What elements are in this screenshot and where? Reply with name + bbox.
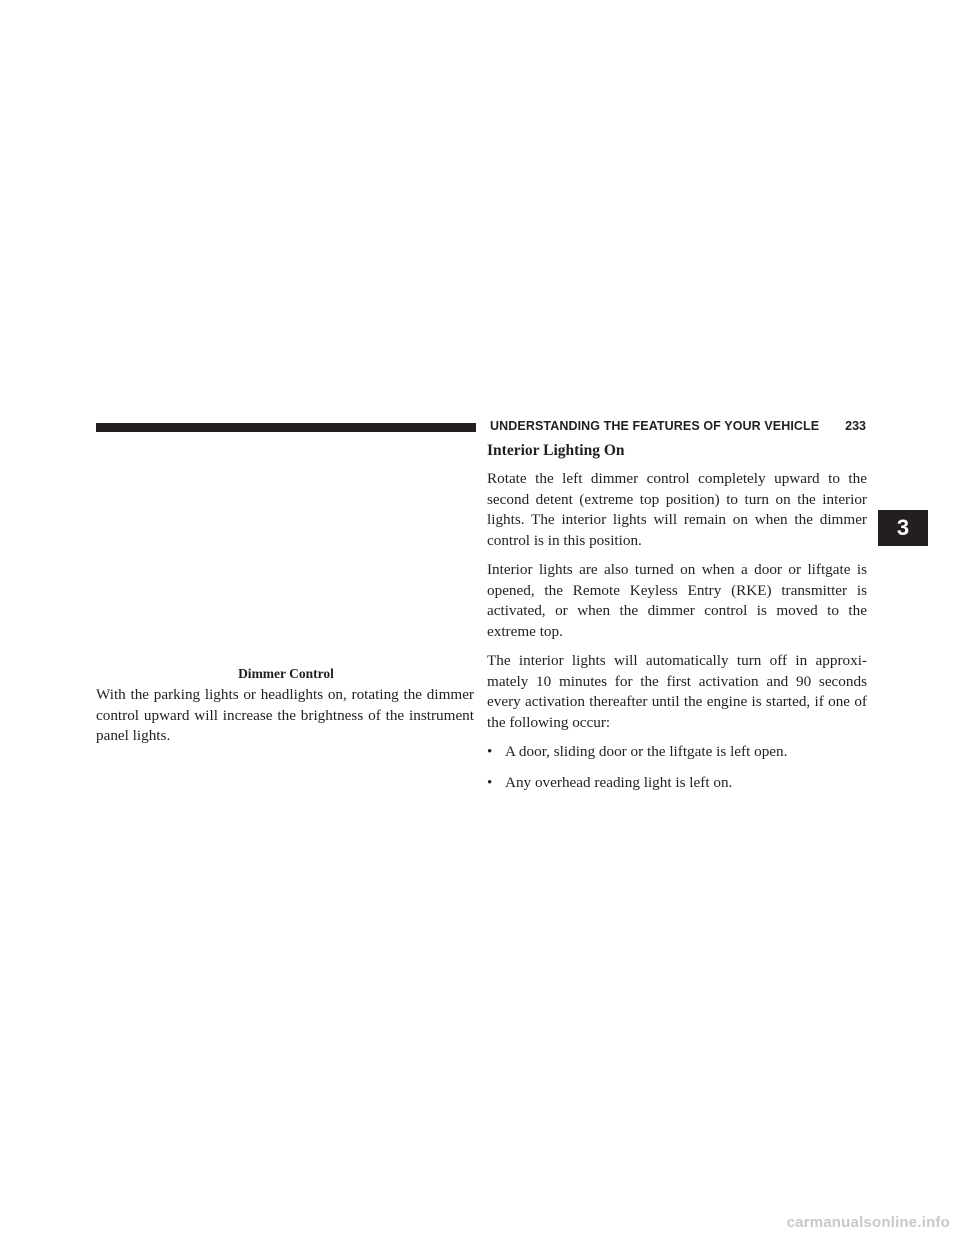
body-paragraph: Rotate the left dimmer control completely upward to the second detent (extreme top position) to turn on the interior lights. The interior lights will remain on when the dimmer control is in this position. [487, 470, 867, 549]
bullet-icon: • [487, 743, 493, 760]
list-item [487, 742, 867, 763]
header-rule [96, 423, 476, 432]
list-item [487, 773, 867, 794]
list-item-text: Any overhead reading light is left on. [505, 773, 733, 791]
right-column [487, 441, 867, 803]
section-heading: Interior Lighting On [487, 442, 625, 459]
dimmer-control-figure [96, 440, 472, 660]
running-header: UNDERSTANDING THE FEATURES OF YOUR VEHICLE [490, 419, 820, 433]
site-watermark: carmanualsonline.info [786, 1214, 950, 1231]
bullet-icon: • [487, 773, 493, 791]
body-paragraph: The interior lights will automatically turn off in approxi-mately 10 minutes for the first activation and 90 seconds every activation thereafter until the engine is started, if one of the following occur: [487, 652, 867, 731]
body-paragraph: With the parking lights or headlights on, rotating the dimmer control upward will increase the brightness of the instrument panel lights. [96, 686, 474, 744]
body-paragraph: Interior lights are also turned on when a door or liftgate is opened, the Remote Keyless Entry (RKE) transmitter is activated, or when the dimmer control is moved to the extreme top. [487, 561, 867, 640]
page-number: 233 [845, 419, 866, 433]
chapter-tab: 3 [878, 510, 928, 546]
left-column [96, 685, 474, 747]
figure-caption: Dimmer Control [238, 666, 334, 681]
list-item-text: A door, sliding door or the liftgate is left open. [505, 743, 788, 760]
